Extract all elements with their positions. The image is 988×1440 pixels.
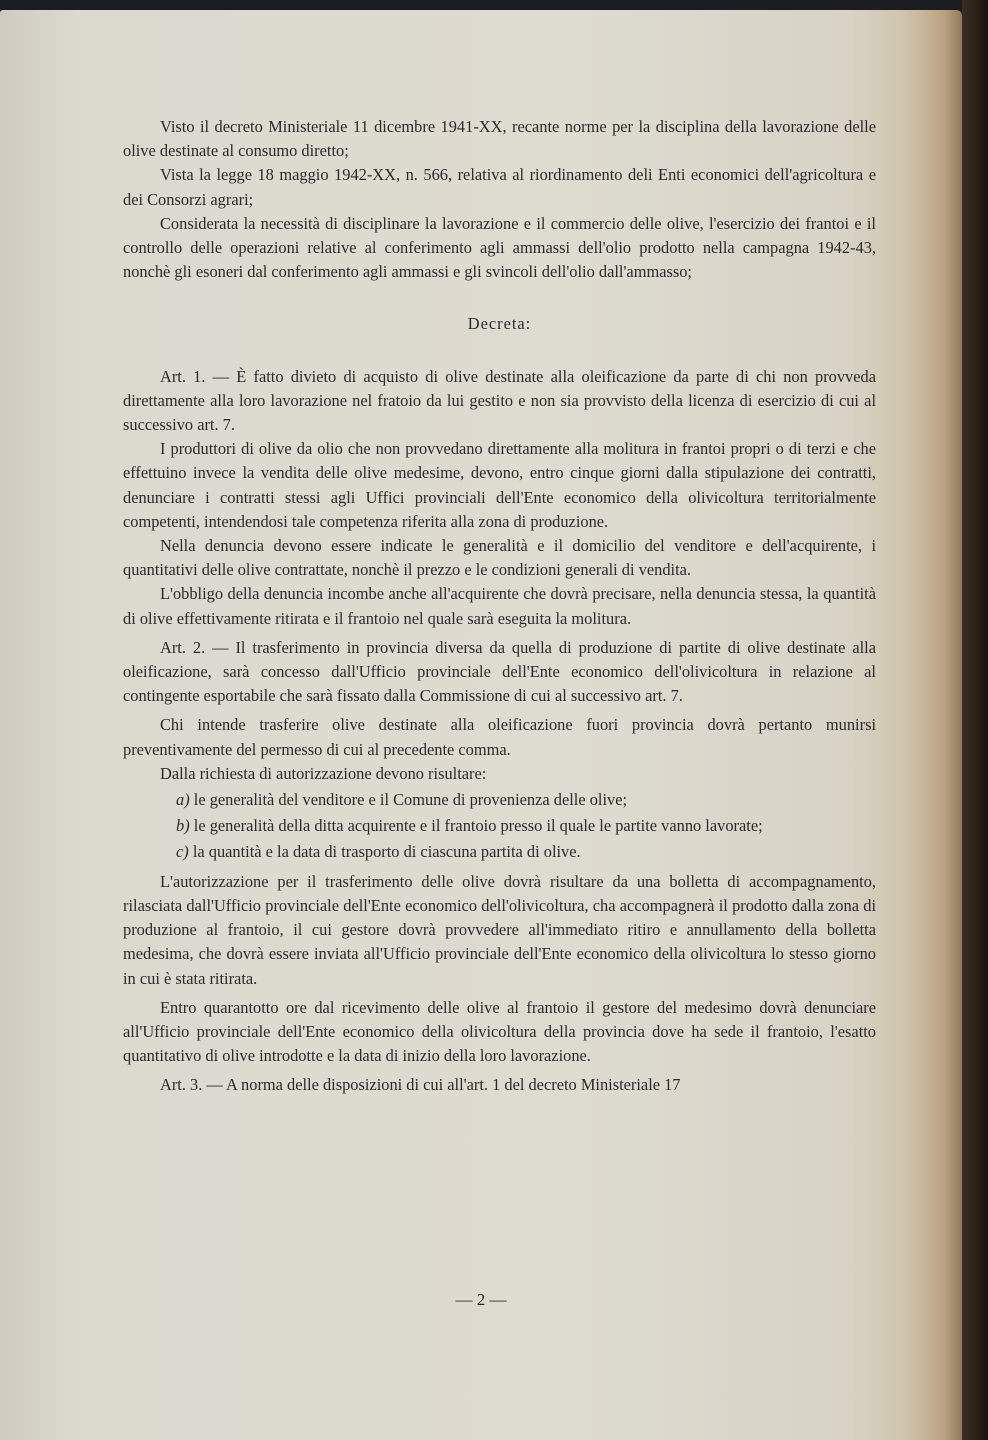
paragraph-vista-legge: Vista la legge 18 maggio 1942-XX, n. 566, relativa al riordinamento deli Enti economici dell'agricoltura e dei Consorzi agrari; xyxy=(123,165,876,209)
page-number: — 2 — xyxy=(455,1290,507,1309)
document-body xyxy=(123,115,876,1098)
art3-paragraph-1: Art. 3. — A norma delle disposizioni di cui all'art. 1 del decreto Ministeriale 17 xyxy=(160,1075,681,1095)
book-spine xyxy=(962,0,988,1440)
art2-paragraph-1: Art. 2. — Il trasferimento in provincia diversa da quella di produzione di partite di olive destinate alla oleificazione, sarà concesso dall'Ufficio provinciale dell'Ente economico dell'olivicoltura in relazione al contingente esportabile che sarà fissato dalla Commissione di cui al successivo art. 7. xyxy=(123,637,876,706)
paragraph-considerata: Considerata la necessità di disciplinare la lavorazione e il commercio delle olive, l'esercizio dei frantoi e il controllo delle operazioni relative al conferimento agli ammassi dell'olio prodotto nella campagna 1942-43, nonchè gli esoneri dal conferimento agli ammassi e gli svincoli dell'olio dall'ammasso; xyxy=(123,213,876,282)
art2-list-item-b xyxy=(123,814,876,838)
list-letter: a) xyxy=(176,790,190,810)
art1-paragraph-2: I produttori di olive da olio che non provvedano direttamente alla molitura in frantoi propri o di terzi e che effettuino invece la vendita delle olive medesime, devono, entro cinque giorni dalla stipulazione dei contratti, denunciare i contratti stessi agli Uffici provinciali dell'Ente economico della olivicoltura territorialmente competenti, intendendosi tale competenza riferita alla zona di produzione. xyxy=(123,439,876,531)
art1-paragraph-3: Nella denuncia devono essere indicate le generalità e il domicilio del venditore e dell'acquirente, i quantitativi delle olive contrattate, nonchè il prezzo e le condizioni generali di vendita. xyxy=(123,536,876,580)
art2-list-item-a xyxy=(123,788,876,812)
list-item-text: la quantità e la data di trasporto di ciascuna partita di olive. xyxy=(192,842,581,862)
art1-paragraph-1: Art. 1. — È fatto divieto di acquisto di olive destinate alla oleificazione da parte di chi non provveda direttamente alla loro lavorazione nel fratoio da lui gestito e non sia provvisto della licenza di esercizio di cui al successivo art. 7. xyxy=(123,366,876,435)
list-letter: b) xyxy=(176,816,190,836)
art2-paragraph-5: Entro quarantotto ore dal ricevimento delle olive al frantoio il gestore del medesimo dovrà denunciare all'Ufficio provinciale dell'Ente economico della olivicoltura della provincia dove ha sede il frantoio, l'esatto quantitativo di olive introdotte e la data di inizio della loro lavorazione. xyxy=(123,997,876,1066)
art2-paragraph-2: Chi intende trasferire olive destinate alla oleificazione fuori provincia dovrà pertanto munirsi preventivamente del permesso di cui al precedente comma. xyxy=(123,715,876,759)
art2-paragraph-3: Dalla richiesta di autorizzazione devono risultare: xyxy=(160,763,487,783)
list-item-text: le generalità del venditore e il Comune di provenienza delle olive; xyxy=(193,790,628,810)
paragraph-visto-decreto: Visto il decreto Ministeriale 11 dicembre 1941-XX, recante norme per la disciplina della lavorazione delle olive destinate al consumo diretto; xyxy=(123,117,876,161)
list-letter: c) xyxy=(176,842,189,862)
list-item-text: le generalità della ditta acquirente e il frantoio presso il quale le partite vanno lavorate; xyxy=(193,816,763,836)
decreta-heading: Decreta: xyxy=(467,314,532,334)
art1-paragraph-4: L'obbligo della denuncia incombe anche all'acquirente che dovrà precisare, nella denuncia stessa, la quantità di olive effettivamente ritirata e il frantoio nel quale sarà eseguita la molitura. xyxy=(123,584,876,628)
art2-paragraph-4: L'autorizzazione per il trasferimento delle olive dovrà risultare da una bolletta di accompagnamento, rilasciata dall'Ufficio provinciale dell'Ente economico dell'olivicoltura, cha accompagnerà il prodotto dalla zona di produzione al frantoio, il cui gestore dovrà provvedere all'immediato ritiro e annullamento della bolletta medesima, che dovrà essere inviata all'Ufficio provinciale dell'Ente economico della olivicoltura lo stesso giorno in cui è stata ritirata. xyxy=(123,871,876,988)
document-page xyxy=(0,10,962,1440)
art2-list-item-c xyxy=(123,840,876,864)
